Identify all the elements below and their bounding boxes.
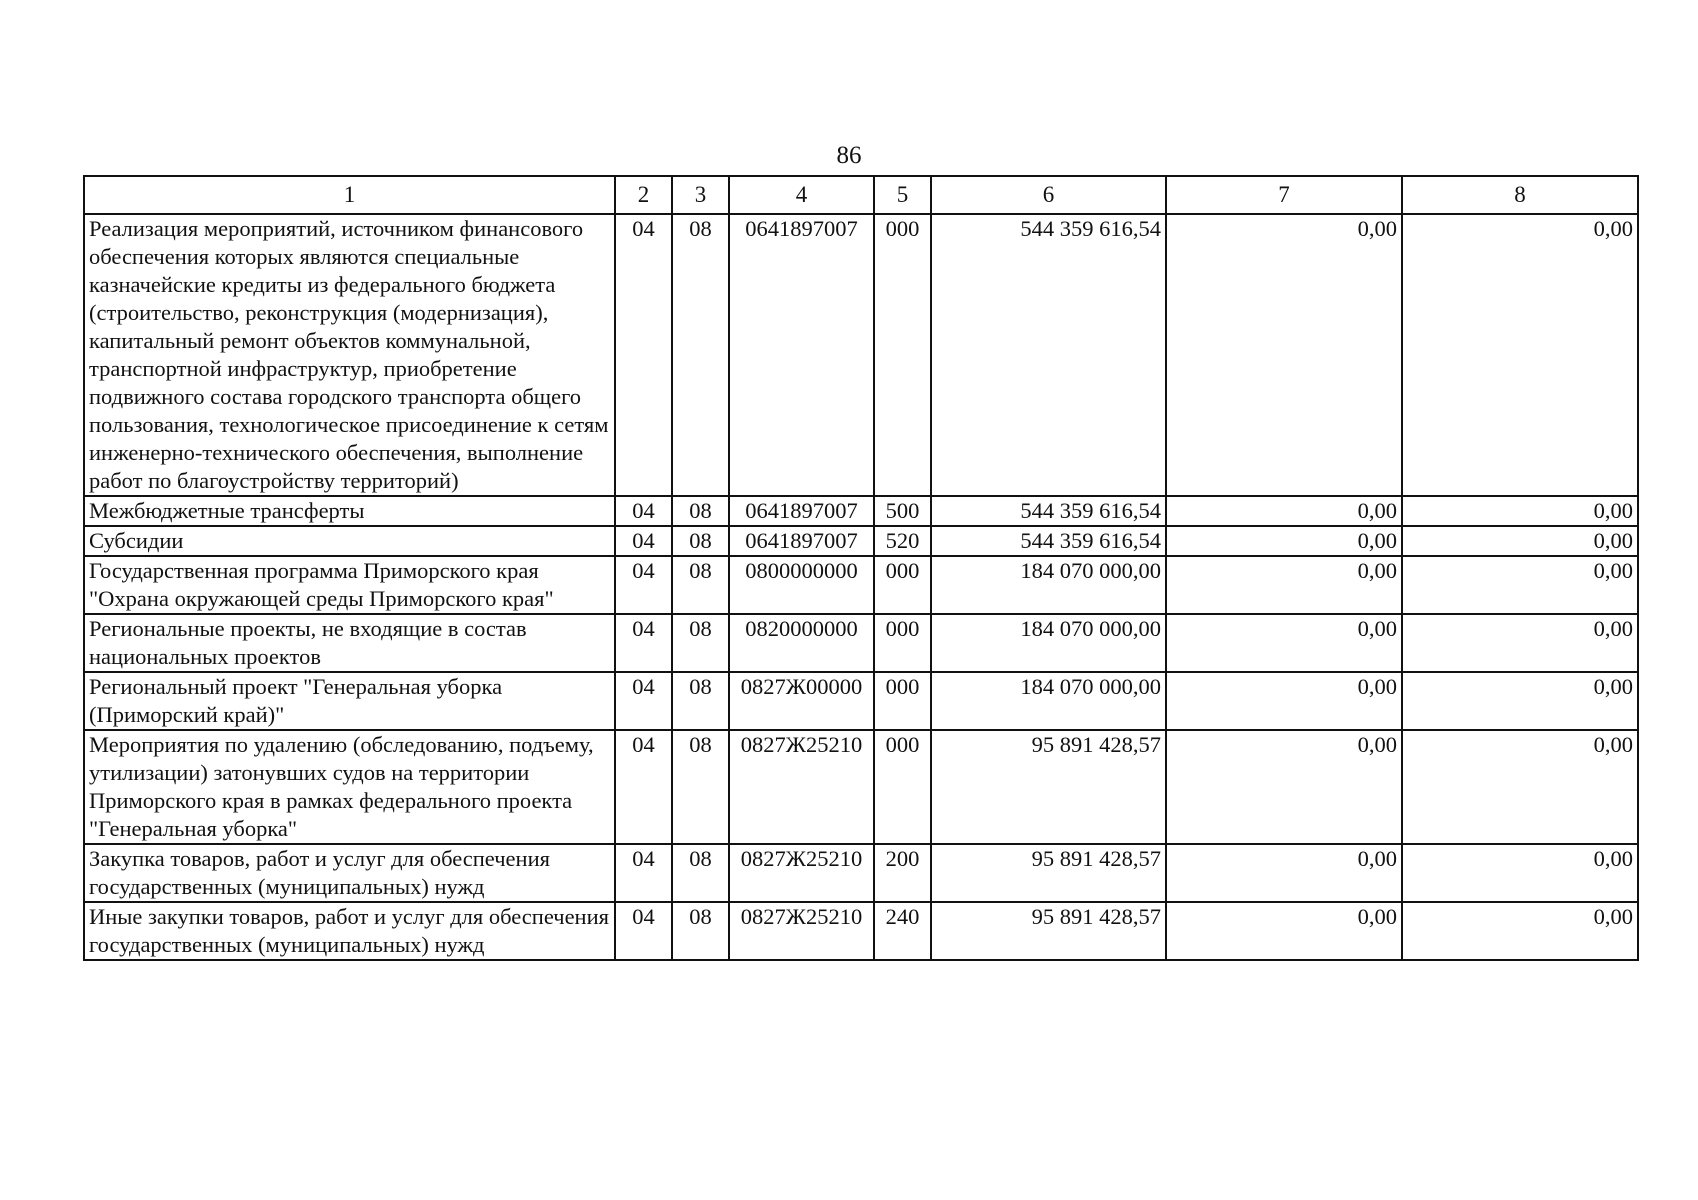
table-row [84, 614, 1638, 672]
row-target-code: 0827Ж25210 [729, 902, 874, 960]
row-section: 04 [615, 672, 672, 730]
row-name: Государственная программа Приморского края "Охрана окружающей среды Приморского края" [84, 556, 615, 614]
row-section: 04 [615, 214, 672, 496]
row-col7: 0,00 [1166, 556, 1402, 614]
row-expense-type: 520 [874, 526, 931, 556]
row-col8: 0,00 [1402, 614, 1638, 672]
row-target-code: 0820000000 [729, 614, 874, 672]
row-name: Мероприятия по удалению (обследованию, подъему, утилизации) затонувших судов на территории Приморского края в рамках федерального проекта "Генеральная уборка" [84, 730, 615, 844]
row-subsection: 08 [672, 902, 729, 960]
column-header-7: 7 [1166, 176, 1402, 214]
row-col7: 0,00 [1166, 496, 1402, 526]
row-amount: 95 891 428,57 [931, 844, 1166, 902]
row-target-code: 0641897007 [729, 496, 874, 526]
row-subsection: 08 [672, 672, 729, 730]
row-col8: 0,00 [1402, 496, 1638, 526]
table-row [84, 672, 1638, 730]
row-col8: 0,00 [1402, 730, 1638, 844]
row-expense-type: 200 [874, 844, 931, 902]
row-amount: 544 359 616,54 [931, 214, 1166, 496]
row-expense-type: 000 [874, 214, 931, 496]
table-row [84, 214, 1638, 496]
row-col7: 0,00 [1166, 730, 1402, 844]
column-header-1: 1 [84, 176, 615, 214]
row-col7: 0,00 [1166, 214, 1402, 496]
row-col7: 0,00 [1166, 672, 1402, 730]
row-name: Региональные проекты, не входящие в состав национальных проектов [84, 614, 615, 672]
table-row [84, 496, 1638, 526]
row-col7: 0,00 [1166, 902, 1402, 960]
row-expense-type: 000 [874, 672, 931, 730]
row-target-code: 0800000000 [729, 556, 874, 614]
row-expense-type: 000 [874, 614, 931, 672]
column-header-8: 8 [1402, 176, 1638, 214]
row-target-code: 0641897007 [729, 214, 874, 496]
column-header-6: 6 [931, 176, 1166, 214]
row-expense-type: 000 [874, 730, 931, 844]
column-header-5: 5 [874, 176, 931, 214]
row-expense-type: 500 [874, 496, 931, 526]
row-section: 04 [615, 496, 672, 526]
row-name: Реализация мероприятий, источником финансового обеспечения которых являются специальные казначейские кредиты из федерального бюджета (строительство, реконструкция (модернизация), капитальный ремонт объектов коммунальной, транспортной инфраструктур, приобретение подвижного состава городского транспорта общего пользования, технологическое присоединение к сетям инженерно-технического обеспечения, выполнение работ по благоустройству территорий) [84, 214, 615, 496]
table-row [84, 844, 1638, 902]
row-col7: 0,00 [1166, 526, 1402, 556]
row-subsection: 08 [672, 844, 729, 902]
column-header-3: 3 [672, 176, 729, 214]
row-name: Иные закупки товаров, работ и услуг для обеспечения государственных (муниципальных) нужд [84, 902, 615, 960]
row-subsection: 08 [672, 526, 729, 556]
row-col8: 0,00 [1402, 902, 1638, 960]
row-amount: 184 070 000,00 [931, 672, 1166, 730]
row-name: Закупка товаров, работ и услуг для обеспечения государственных (муниципальных) нужд [84, 844, 615, 902]
row-section: 04 [615, 844, 672, 902]
row-section: 04 [615, 730, 672, 844]
row-amount: 95 891 428,57 [931, 902, 1166, 960]
row-expense-type: 000 [874, 556, 931, 614]
row-subsection: 08 [672, 730, 729, 844]
table-row [84, 730, 1638, 844]
row-amount: 544 359 616,54 [931, 496, 1166, 526]
row-target-code: 0827Ж00000 [729, 672, 874, 730]
row-section: 04 [615, 902, 672, 960]
row-amount: 184 070 000,00 [931, 556, 1166, 614]
row-subsection: 08 [672, 614, 729, 672]
row-name: Региональный проект "Генеральная уборка (Приморский край)" [84, 672, 615, 730]
row-col8: 0,00 [1402, 556, 1638, 614]
column-header-2: 2 [615, 176, 672, 214]
row-col8: 0,00 [1402, 844, 1638, 902]
row-name: Межбюджетные трансферты [84, 496, 615, 526]
row-col8: 0,00 [1402, 214, 1638, 496]
row-target-code: 0641897007 [729, 526, 874, 556]
row-target-code: 0827Ж25210 [729, 730, 874, 844]
row-section: 04 [615, 614, 672, 672]
row-col8: 0,00 [1402, 526, 1638, 556]
row-amount: 544 359 616,54 [931, 526, 1166, 556]
row-col7: 0,00 [1166, 614, 1402, 672]
row-col7: 0,00 [1166, 844, 1402, 902]
row-amount: 184 070 000,00 [931, 614, 1166, 672]
table-row [84, 902, 1638, 960]
row-expense-type: 240 [874, 902, 931, 960]
row-section: 04 [615, 526, 672, 556]
row-section: 04 [615, 556, 672, 614]
row-subsection: 08 [672, 496, 729, 526]
row-subsection: 08 [672, 214, 729, 496]
row-name: Субсидии [84, 526, 615, 556]
row-amount: 95 891 428,57 [931, 730, 1166, 844]
table-header-row [84, 176, 1638, 214]
row-subsection: 08 [672, 556, 729, 614]
table-row [84, 556, 1638, 614]
table-row [84, 526, 1638, 556]
budget-table [83, 175, 1639, 961]
row-target-code: 0827Ж25210 [729, 844, 874, 902]
row-col8: 0,00 [1402, 672, 1638, 730]
column-header-4: 4 [729, 176, 874, 214]
page-number: 86 [836, 142, 862, 169]
